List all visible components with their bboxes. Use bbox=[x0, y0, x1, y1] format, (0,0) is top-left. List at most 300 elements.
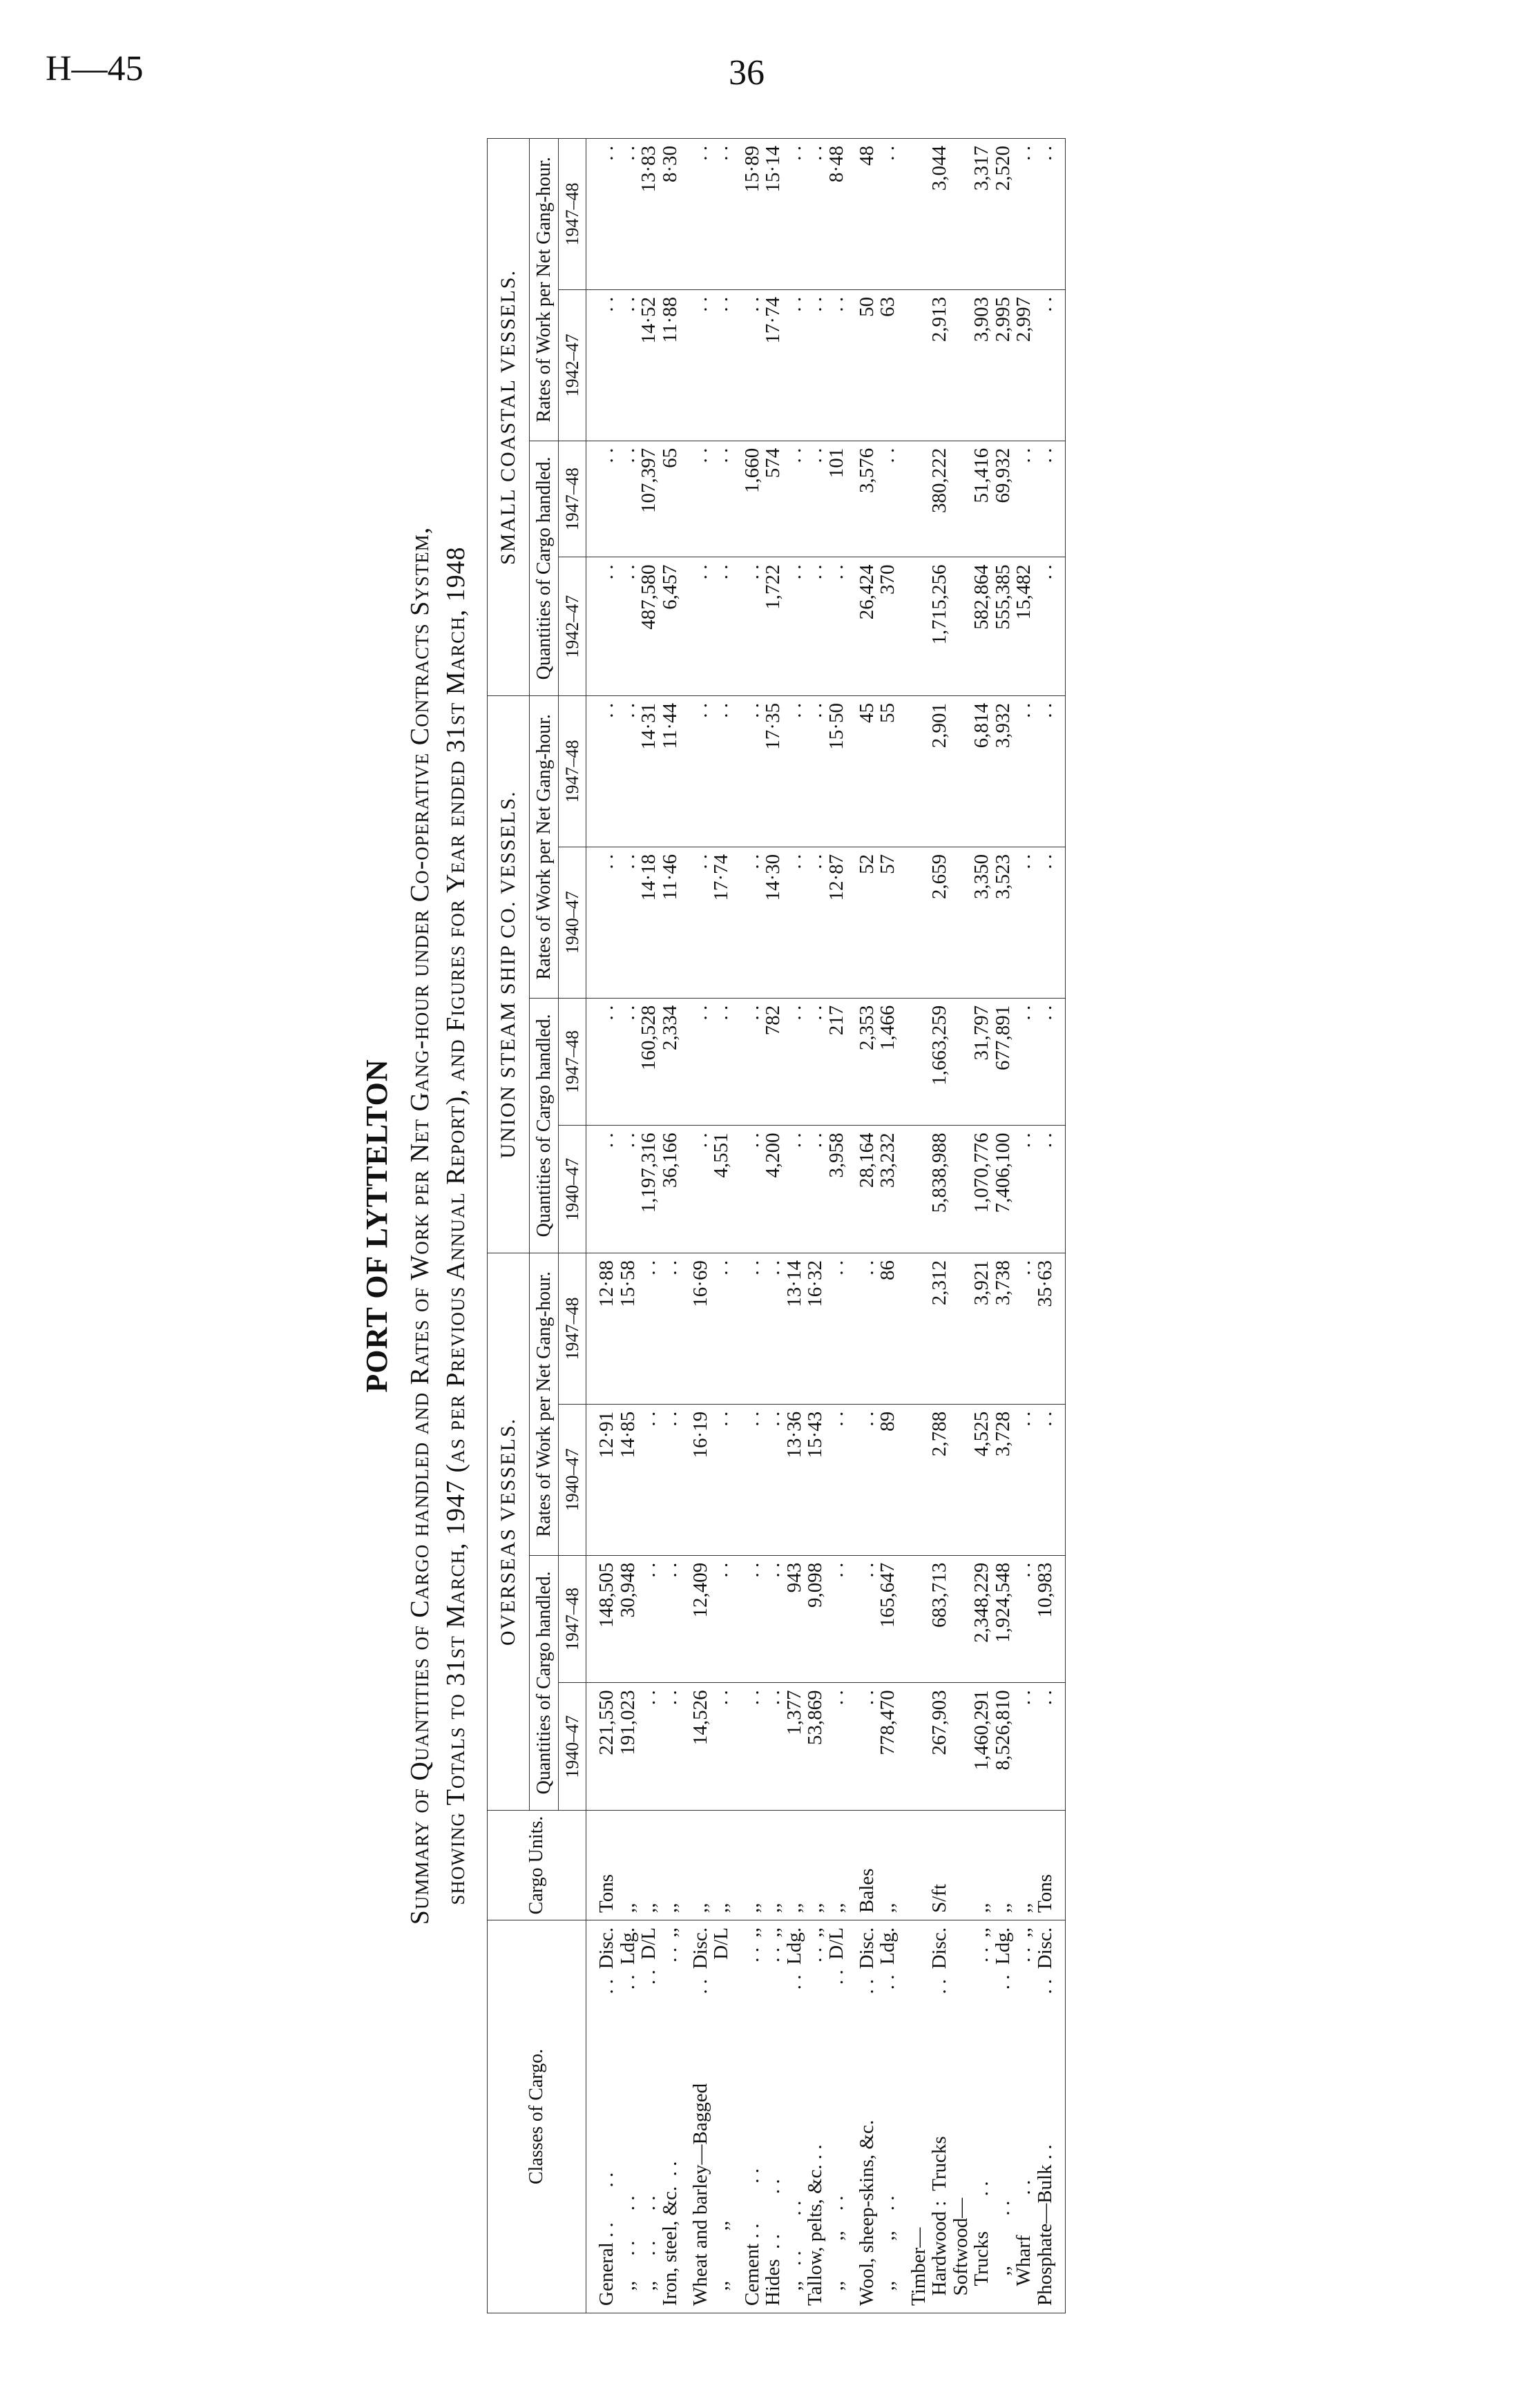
value-cell: 3,044 bbox=[929, 139, 950, 290]
cargo-class-label: Phosphate—Bulk . . bbox=[1033, 2144, 1056, 2306]
value-cell: . . bbox=[856, 1253, 877, 1405]
value-cell bbox=[908, 1126, 929, 1253]
spacer-cell bbox=[680, 139, 690, 290]
value-cell: 16·32 bbox=[805, 1253, 825, 1405]
value-cell: . . bbox=[742, 1253, 762, 1405]
spacer-cell bbox=[732, 1404, 742, 1555]
value-cell: . . bbox=[1035, 696, 1066, 847]
table-row bbox=[711, 139, 731, 2313]
value-cell: 13·36 bbox=[784, 1404, 805, 1555]
year-header: 1940–47 bbox=[558, 1126, 586, 1253]
value-cell: . . bbox=[1013, 998, 1034, 1126]
value-cell bbox=[950, 1126, 971, 1253]
value-cell: . . bbox=[660, 1253, 680, 1405]
value-cell: 160,528 bbox=[638, 998, 659, 1126]
value-cell: 2,334 bbox=[660, 998, 680, 1126]
value-cell: 17·74 bbox=[711, 847, 731, 998]
spacer-cell bbox=[847, 847, 856, 998]
table-caption-line-1: Summary of Quantities of Cargo handled and Rates of Work per Net Gang-hour under Co-operative Contracts System, bbox=[405, 526, 434, 1925]
value-cell bbox=[908, 998, 929, 1126]
value-cell: 267,903 bbox=[929, 1683, 950, 1811]
value-cell: 683,713 bbox=[929, 1555, 950, 1683]
table-row bbox=[1013, 139, 1034, 2313]
value-cell: . . bbox=[1035, 1404, 1066, 1555]
col-header-qty: Quantities of Cargo handled. bbox=[529, 998, 558, 1253]
value-cell: 12,409 bbox=[690, 1555, 711, 1683]
year-header: 1947–48 bbox=[558, 998, 586, 1126]
cargo-unit-cell: S/ft bbox=[929, 1811, 950, 1920]
value-cell: . . bbox=[1013, 1126, 1034, 1253]
value-cell: 3,523 bbox=[992, 847, 1013, 998]
cargo-operation: . . D/L bbox=[825, 1927, 847, 1985]
value-cell: 555,385 bbox=[992, 557, 1013, 696]
table-row bbox=[586, 139, 617, 2313]
cargo-class-cell bbox=[929, 1920, 950, 2313]
cargo-unit-cell bbox=[908, 1811, 929, 1920]
value-cell bbox=[908, 441, 929, 557]
value-cell: 3,738 bbox=[992, 1253, 1013, 1405]
value-cell: . . bbox=[617, 441, 638, 557]
value-cell: 778,470 bbox=[877, 1683, 898, 1811]
value-cell: 10,983 bbox=[1035, 1555, 1066, 1683]
value-cell: . . bbox=[1013, 847, 1034, 998]
spacer-cell bbox=[732, 1253, 742, 1405]
spacer-cell bbox=[680, 1683, 690, 1811]
page-number: 36 bbox=[729, 53, 765, 93]
spacer-cell bbox=[732, 1683, 742, 1811]
value-cell: 5,838,988 bbox=[929, 1126, 950, 1253]
value-cell: . . bbox=[826, 557, 847, 696]
value-cell bbox=[950, 847, 971, 998]
value-cell: . . bbox=[742, 1683, 762, 1811]
spacer-cell bbox=[847, 1683, 856, 1811]
value-cell: . . bbox=[742, 696, 762, 847]
value-cell bbox=[950, 1404, 971, 1555]
value-cell: . . bbox=[711, 1683, 731, 1811]
value-cell bbox=[950, 1683, 971, 1811]
value-cell: . . bbox=[784, 998, 805, 1126]
spacer-cell bbox=[732, 1126, 742, 1253]
value-cell: . . bbox=[1013, 1404, 1034, 1555]
cargo-class-cell bbox=[971, 1920, 992, 2313]
value-cell: . . bbox=[690, 289, 711, 441]
spacer-cell bbox=[732, 289, 742, 441]
value-cell: . . bbox=[784, 557, 805, 696]
year-header: 1947–48 bbox=[558, 1555, 586, 1683]
spacer-cell bbox=[899, 1555, 908, 1683]
spacer-cell bbox=[847, 1555, 856, 1683]
cargo-class-cell bbox=[950, 1920, 971, 2313]
value-cell: . . bbox=[638, 1404, 659, 1555]
value-cell: 69,932 bbox=[992, 441, 1013, 557]
value-cell: 12·88 bbox=[586, 1253, 617, 1405]
spacer-cell bbox=[680, 289, 690, 441]
cargo-class-label: Hides . . . . bbox=[762, 2179, 785, 2306]
value-cell: 16·69 bbox=[690, 1253, 711, 1405]
value-cell: 2,901 bbox=[929, 696, 950, 847]
cargo-unit-cell: ,, bbox=[1013, 1811, 1034, 1920]
year-header: 1947–48 bbox=[558, 139, 586, 290]
value-cell: . . bbox=[805, 139, 825, 290]
value-cell: . . bbox=[711, 1555, 731, 1683]
spacer-cell bbox=[732, 557, 742, 696]
cargo-class-cell bbox=[762, 1920, 783, 2313]
value-cell: 4,551 bbox=[711, 1126, 731, 1253]
cargo-class-cell bbox=[1013, 1920, 1034, 2313]
row-spacer bbox=[732, 139, 742, 2313]
cargo-unit-cell: ,, bbox=[711, 1811, 731, 1920]
spacer-cell bbox=[847, 1920, 856, 2313]
cargo-operation: . . ,, bbox=[970, 1927, 993, 1963]
value-cell: . . bbox=[826, 1253, 847, 1405]
spacer-cell bbox=[899, 998, 908, 1126]
value-cell bbox=[950, 998, 971, 1126]
value-cell: . . bbox=[586, 557, 617, 696]
table-row bbox=[856, 139, 877, 2313]
value-cell bbox=[908, 696, 929, 847]
value-cell: . . bbox=[638, 1683, 659, 1811]
spacer-cell bbox=[847, 1811, 856, 1920]
value-cell: . . bbox=[660, 1555, 680, 1683]
value-cell: 50 bbox=[856, 289, 877, 441]
cargo-operation: . . ,, bbox=[740, 1927, 763, 1963]
cargo-class-label: Iron, steel, &c. . . bbox=[658, 2161, 681, 2306]
table-row bbox=[638, 139, 659, 2313]
year-header: 1940–47 bbox=[558, 1683, 586, 1811]
value-cell: . . bbox=[586, 847, 617, 998]
cargo-class-label: Wheat and barley—Bagged bbox=[689, 2083, 711, 2306]
value-cell: . . bbox=[586, 139, 617, 290]
cargo-class-label: ,, ,, . . bbox=[876, 2195, 899, 2306]
value-cell: 3,350 bbox=[971, 847, 992, 998]
cargo-unit-cell: ,, bbox=[690, 1811, 711, 1920]
col-header-rate: Rates of Work per Net Gang-hour. bbox=[529, 1253, 558, 1556]
value-cell: 217 bbox=[826, 998, 847, 1126]
cargo-operation: . . Disc. bbox=[1033, 1927, 1056, 1994]
cargo-class-cell bbox=[586, 1920, 617, 2313]
cargo-class-cell bbox=[742, 1920, 762, 2313]
value-cell: . . bbox=[742, 998, 762, 1126]
value-cell bbox=[908, 847, 929, 998]
value-cell: . . bbox=[742, 1404, 762, 1555]
value-cell: . . bbox=[690, 557, 711, 696]
value-cell: . . bbox=[784, 696, 805, 847]
value-cell bbox=[908, 1683, 929, 1811]
value-cell: 2,788 bbox=[929, 1404, 950, 1555]
value-cell: 15·89 bbox=[742, 139, 762, 290]
spacer-cell bbox=[899, 696, 908, 847]
spacer-cell bbox=[680, 1920, 690, 2313]
document-code: H—45 bbox=[46, 49, 144, 88]
cargo-unit-cell: Tons bbox=[1035, 1811, 1066, 1920]
spacer-cell bbox=[732, 1920, 742, 2313]
value-cell: 6,457 bbox=[660, 557, 680, 696]
value-cell: . . bbox=[638, 1253, 659, 1405]
rotated-table-region bbox=[359, 138, 1464, 2313]
value-cell: 2,348,229 bbox=[971, 1555, 992, 1683]
value-cell: . . bbox=[877, 139, 898, 290]
spacer-cell bbox=[847, 1253, 856, 1405]
cargo-class-cell bbox=[690, 1920, 711, 2313]
cargo-class-cell bbox=[992, 1920, 1013, 2313]
value-cell: . . bbox=[805, 998, 825, 1126]
cargo-class-cell bbox=[805, 1920, 825, 2313]
cargo-class-label: ,, ,, bbox=[710, 2220, 733, 2306]
value-cell: . . bbox=[805, 289, 825, 441]
page-title: PORT OF LYTTELTON bbox=[360, 1059, 394, 1393]
value-cell: 65 bbox=[660, 441, 680, 557]
value-cell: 8·48 bbox=[826, 139, 847, 290]
value-cell: . . bbox=[742, 557, 762, 696]
cargo-operation: . . D/L bbox=[637, 1927, 660, 1985]
value-cell bbox=[908, 1404, 929, 1555]
value-cell: . . bbox=[805, 557, 825, 696]
spacer-cell bbox=[680, 1555, 690, 1683]
value-cell: . . bbox=[617, 557, 638, 696]
value-cell: 36,166 bbox=[660, 1126, 680, 1253]
value-cell: 45 bbox=[856, 696, 877, 847]
value-cell: 1,197,316 bbox=[638, 1126, 659, 1253]
value-cell: . . bbox=[711, 1253, 731, 1405]
spacer-cell bbox=[899, 1253, 908, 1405]
value-cell: 30,948 bbox=[617, 1555, 638, 1683]
value-cell: 51,416 bbox=[971, 441, 992, 557]
value-cell: 8,526,810 bbox=[992, 1683, 1013, 1811]
cargo-unit-cell: ,, bbox=[971, 1811, 992, 1920]
cargo-operation: . . ,, bbox=[1013, 1927, 1035, 1963]
spacer-cell bbox=[899, 1920, 908, 2313]
value-cell: 14·85 bbox=[617, 1404, 638, 1555]
value-cell: . . bbox=[711, 289, 731, 441]
value-cell: . . bbox=[805, 847, 825, 998]
value-cell: . . bbox=[586, 998, 617, 1126]
cargo-unit-cell: ,, bbox=[638, 1811, 659, 1920]
value-cell: 3,958 bbox=[826, 1126, 847, 1253]
value-cell: 35·63 bbox=[1035, 1253, 1066, 1405]
spacer-cell bbox=[847, 139, 856, 290]
value-cell: . . bbox=[784, 847, 805, 998]
spacer-cell bbox=[680, 1404, 690, 1555]
value-cell: . . bbox=[711, 441, 731, 557]
cargo-operation: . . Ldg. bbox=[616, 1927, 639, 1990]
value-cell: . . bbox=[711, 696, 731, 847]
spacer-cell bbox=[680, 441, 690, 557]
value-cell: . . bbox=[711, 557, 731, 696]
value-cell: . . bbox=[1035, 139, 1066, 290]
value-cell: . . bbox=[784, 1126, 805, 1253]
row-spacer bbox=[680, 139, 690, 2313]
value-cell: 13·83 bbox=[638, 139, 659, 290]
spacer-cell bbox=[899, 1811, 908, 1920]
value-cell: 52 bbox=[856, 847, 877, 998]
cargo-class-cell bbox=[826, 1920, 847, 2313]
value-cell: . . bbox=[1035, 441, 1066, 557]
value-cell: . . bbox=[1035, 998, 1066, 1126]
value-cell bbox=[950, 441, 971, 557]
value-cell: . . bbox=[617, 998, 638, 1126]
cargo-unit-cell: ,, bbox=[762, 1811, 783, 1920]
row-spacer bbox=[899, 139, 908, 2313]
cargo-class-cell bbox=[877, 1920, 898, 2313]
cargo-class-label: ,, . . bbox=[991, 2200, 1014, 2306]
table-row bbox=[971, 139, 992, 2313]
value-cell: 4,200 bbox=[762, 1126, 783, 1253]
spacer-cell bbox=[899, 1126, 908, 1253]
spacer-cell bbox=[680, 847, 690, 998]
value-cell: 2,312 bbox=[929, 1253, 950, 1405]
table-row bbox=[1035, 139, 1066, 2313]
value-cell: 55 bbox=[877, 696, 898, 847]
value-cell: 15·58 bbox=[617, 1253, 638, 1405]
value-cell: . . bbox=[586, 441, 617, 557]
value-cell: . . bbox=[742, 1555, 762, 1683]
value-cell: . . bbox=[690, 847, 711, 998]
row-spacer bbox=[847, 139, 856, 2313]
spacer-cell bbox=[680, 1253, 690, 1405]
value-cell: 16·19 bbox=[690, 1404, 711, 1555]
value-cell: . . bbox=[617, 847, 638, 998]
value-cell: 582,864 bbox=[971, 557, 992, 696]
value-cell: 3,728 bbox=[992, 1404, 1013, 1555]
cargo-operation: . . Ldg. bbox=[876, 1927, 899, 1990]
value-cell: . . bbox=[805, 1126, 825, 1253]
value-cell: 31,797 bbox=[971, 998, 992, 1126]
cargo-class-cell bbox=[711, 1920, 731, 2313]
cargo-class-label: Hardwood : Trucks bbox=[928, 2136, 951, 2306]
cargo-class-cell bbox=[1035, 1920, 1066, 2313]
value-cell: . . bbox=[617, 696, 638, 847]
value-cell: . . bbox=[690, 441, 711, 557]
col-header-units: Cargo Units. bbox=[488, 1811, 586, 1920]
value-cell: . . bbox=[586, 696, 617, 847]
value-cell: 101 bbox=[826, 441, 847, 557]
cargo-unit-cell: ,, bbox=[805, 1811, 825, 1920]
spacer-cell bbox=[847, 557, 856, 696]
value-cell: 1,663,259 bbox=[929, 998, 950, 1126]
table-row bbox=[826, 139, 847, 2313]
value-cell: . . bbox=[856, 1683, 877, 1811]
year-header: 1947–48 bbox=[558, 441, 586, 557]
value-cell: . . bbox=[690, 696, 711, 847]
value-cell: . . bbox=[805, 696, 825, 847]
cargo-class-label: ,, . . . . bbox=[783, 2200, 805, 2306]
value-cell: 370 bbox=[877, 557, 898, 696]
cargo-class-cell bbox=[908, 1920, 929, 2313]
value-cell: . . bbox=[660, 1683, 680, 1811]
value-cell: . . bbox=[762, 1683, 783, 1811]
cargo-class-label: Timber— bbox=[907, 2227, 930, 2306]
value-cell: 1,460,291 bbox=[971, 1683, 992, 1811]
cargo-operation: . . Ldg. bbox=[783, 1927, 805, 1990]
year-header: 1947–48 bbox=[558, 1253, 586, 1405]
col-header-qty: Quantities of Cargo handled. bbox=[529, 441, 558, 695]
cargo-class-label: ,, . . . . bbox=[616, 2195, 639, 2306]
cargo-unit-cell: Bales bbox=[856, 1811, 877, 1920]
cargo-class-label: Trucks . . bbox=[970, 2181, 993, 2306]
spacer-cell bbox=[680, 998, 690, 1126]
value-cell: . . bbox=[617, 139, 638, 290]
value-cell: 6,814 bbox=[971, 696, 992, 847]
value-cell: 11·88 bbox=[660, 289, 680, 441]
spacer-cell bbox=[732, 1811, 742, 1920]
value-cell: 4,525 bbox=[971, 1404, 992, 1555]
value-cell: . . bbox=[826, 289, 847, 441]
cargo-class-cell bbox=[660, 1920, 680, 2313]
table-row bbox=[950, 139, 971, 2313]
cargo-operation: . . Ldg. bbox=[991, 1927, 1014, 1990]
table-row bbox=[908, 139, 929, 2313]
value-cell: 1,924,548 bbox=[992, 1555, 1013, 1683]
value-cell: . . bbox=[762, 1253, 783, 1405]
spacer-cell bbox=[847, 289, 856, 441]
spacer-cell bbox=[680, 557, 690, 696]
value-cell: . . bbox=[826, 1404, 847, 1555]
value-cell: 1,722 bbox=[762, 557, 783, 696]
value-cell: 107,397 bbox=[638, 441, 659, 557]
value-cell: . . bbox=[877, 441, 898, 557]
spacer-cell bbox=[680, 696, 690, 847]
spacer-cell bbox=[732, 441, 742, 557]
value-cell: . . bbox=[762, 1404, 783, 1555]
value-cell: . . bbox=[1013, 1683, 1034, 1811]
table-row bbox=[762, 139, 783, 2313]
table-row bbox=[784, 139, 805, 2313]
value-cell: . . bbox=[1035, 289, 1066, 441]
value-cell: 165,647 bbox=[877, 1555, 898, 1683]
value-cell: 3,932 bbox=[992, 696, 1013, 847]
value-cell bbox=[950, 1555, 971, 1683]
table-row bbox=[992, 139, 1013, 2313]
year-header: 1947–48 bbox=[558, 696, 586, 847]
spacer-cell bbox=[680, 1126, 690, 1253]
cargo-operation: . . ,, bbox=[762, 1927, 785, 1963]
year-header: 1942–47 bbox=[558, 289, 586, 441]
value-cell: . . bbox=[660, 1404, 680, 1555]
value-cell: 53,869 bbox=[805, 1683, 825, 1811]
value-cell: 15·43 bbox=[805, 1404, 825, 1555]
value-cell: 487,580 bbox=[638, 557, 659, 696]
value-cell: . . bbox=[826, 1555, 847, 1683]
value-cell: 2,913 bbox=[929, 289, 950, 441]
value-cell: 9,098 bbox=[805, 1555, 825, 1683]
value-cell: 14·30 bbox=[762, 847, 783, 998]
spacer-cell bbox=[732, 998, 742, 1126]
value-cell: 1,715,256 bbox=[929, 557, 950, 696]
col-header-classes: Classes of Cargo. bbox=[488, 1920, 586, 2313]
table-row bbox=[617, 139, 638, 2313]
value-cell: 191,023 bbox=[617, 1683, 638, 1811]
spacer-cell bbox=[847, 1126, 856, 1253]
value-cell: 86 bbox=[877, 1253, 898, 1405]
value-cell: 15,482 bbox=[1013, 557, 1034, 696]
value-cell: . . bbox=[742, 1126, 762, 1253]
cargo-class-cell bbox=[856, 1920, 877, 2313]
cargo-class-label: Softwood— bbox=[949, 2197, 972, 2306]
value-cell: . . bbox=[1035, 1126, 1066, 1253]
cargo-unit-cell bbox=[950, 1811, 971, 1920]
value-cell: 12·87 bbox=[826, 847, 847, 998]
spacer-cell bbox=[847, 441, 856, 557]
value-cell: 14·18 bbox=[638, 847, 659, 998]
cargo-unit-cell: ,, bbox=[660, 1811, 680, 1920]
cargo-unit-cell: ,, bbox=[617, 1811, 638, 1920]
group-header-union: UNION STEAM SHIP CO. VESSELS. bbox=[488, 696, 530, 1253]
value-cell: 943 bbox=[784, 1555, 805, 1683]
value-cell bbox=[908, 1253, 929, 1405]
spacer-cell bbox=[899, 139, 908, 290]
spacer-cell bbox=[899, 1683, 908, 1811]
value-cell: 17·74 bbox=[762, 289, 783, 441]
